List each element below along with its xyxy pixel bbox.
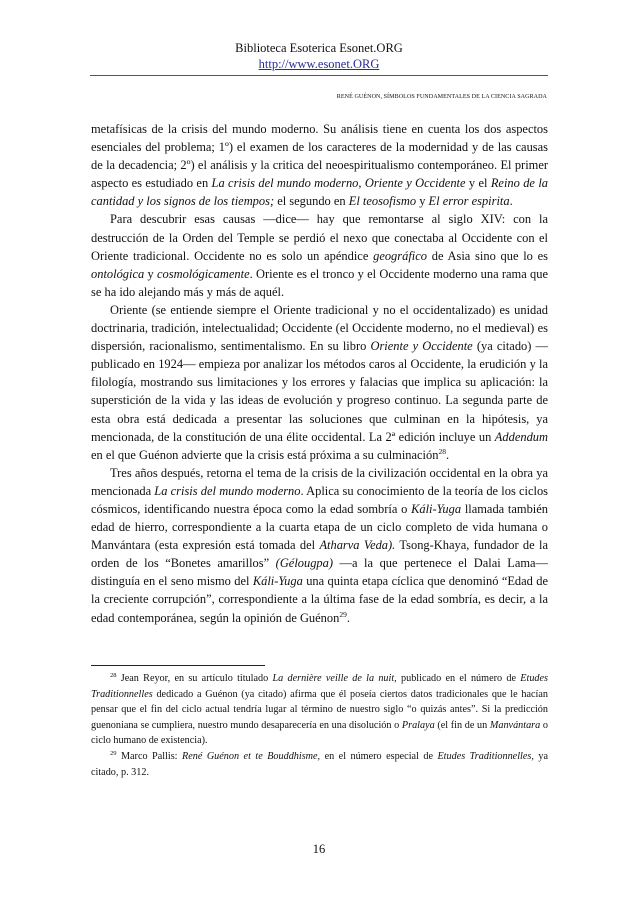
text-run: el segundo en <box>274 194 349 209</box>
emphasis: Káli-Yuga <box>411 501 462 516</box>
text-run: y <box>144 266 158 281</box>
book-title: Reino de la cantidad y los signos de los tiempos; <box>91 176 548 209</box>
text-run: —a la que pertenece el Dalai Lama— distinguía en el seno mismo del <box>91 556 548 589</box>
text-run: publicado en el número de <box>396 673 521 684</box>
text-run: llamada también edad de hierro, correspondiente a la cuarta etapa de un ciclo completo de vida humana o Manvántara (esta expresión está tomada del <box>91 501 548 553</box>
text-run: Jean Reyor, en su artículo titulado <box>116 673 273 684</box>
text-run: . <box>445 447 450 462</box>
emphasis: Pralaya <box>401 719 435 731</box>
text-run: y el <box>465 176 491 191</box>
text-run: Oriente (se entiende siempre el Oriente tradicional y no el occidentalizado) es unidad doctrinaria, tradición, intelectualidad; Occidente (el Occidente moderno, no el medieval) es dispersión, racionalismo, sentimentalismo. En su libro <box>91 302 548 354</box>
book-title: El error espirita <box>428 194 510 209</box>
text-run: (el fin de un <box>434 719 490 731</box>
book-title: El teosofismo <box>348 194 417 209</box>
footnote-number: 29 <box>110 749 117 757</box>
text-run: o ciclo humano de existencia). <box>91 719 549 747</box>
text-run: de Asia sino que lo es <box>426 248 549 263</box>
emphasis: Addendum <box>494 429 548 444</box>
text-run: en el que Guénon advierte que la crisis está próxima a su culminación <box>91 447 439 462</box>
text-run: Tsong-Khaya, fundador de la orden de los “Bonetes amarillos” <box>91 538 548 571</box>
text-run: . <box>509 194 513 209</box>
emphasis: geográfico <box>373 248 427 263</box>
book-title: La crisis del mundo moderno <box>154 483 301 498</box>
text-run: . <box>346 610 350 625</box>
text-run: Para descubrir esas causas —dice— hay que remontarse al siglo XIV: con la destrucción de la Orden del Temple se perdió el nexo que conectaba al Occidente con el Oriente tradicional. Occidente no es solo un apéndice <box>91 212 548 263</box>
site-name: Biblioteca Esoterica Esonet.ORG <box>235 41 403 55</box>
text-run: en el número especial de <box>320 750 438 762</box>
emphasis: ontológica <box>91 266 145 281</box>
text-run: metafísicas de la crisis del mundo moderno. Su análisis tiene en cuenta los dos aspectos esenciales del problema; 1º) el examen de los caracteres de la modernidad y de las causas de la decadencia; 2º) el análisis y la critica del neoespiritualismo contemporáneo. El primer aspecto es estudiado en <box>91 122 548 191</box>
text-run: . Oriente es el tronco y el Occidente moderno una rama que se ha ido alejando más y más de aquél. <box>91 266 549 299</box>
site-header <box>0 40 638 72</box>
paragraph-4 <box>91 464 548 627</box>
footnote-28 <box>91 671 548 749</box>
footnote-divider <box>91 665 265 666</box>
journal-title: Etudes Traditionnelles, <box>437 750 534 762</box>
footnotes <box>91 671 548 780</box>
emphasis: Káli-Yuga <box>252 574 303 589</box>
text-run: . Aplica su conocimiento de la teoría de los ciclos cósmicos, identificando nuestra época como la edad sombría o <box>91 483 548 516</box>
emphasis: cosmológicamente <box>157 266 250 281</box>
text-run: y <box>416 194 429 209</box>
book-title: Atharva Veda). <box>319 538 396 553</box>
footnote-ref-29[interactable]: 29 <box>339 609 347 619</box>
text-run: Marco Pallis: <box>116 750 182 762</box>
journal-title: Etudes Traditionnelles <box>91 673 548 700</box>
emphasis: Manvántara <box>489 719 541 731</box>
text-run: dedicado a Guénon (ya citado) afirma que él poseía ciertos datos tradicionales que le hacían pensar que el fin del ciclo actual tendría lugar al término de nuestro siglo “o quizás antes”. Si la predicción guenoniana se cumpliera, nuestro mundo desaparecería en una disolución o <box>91 688 548 731</box>
paragraph-2 <box>91 210 548 300</box>
header-divider <box>90 75 548 76</box>
footnote-number: 28 <box>110 672 117 679</box>
text-run: (ya citado) —publicado en 1924— empieza por analizar los métodos caros al Occidente, la erudición y la filología, mostrando sus limitaciones y los errores y falacias que implica su aplicación: la superstición de la vida y las ideas de evolución y progreso continuo. La segunda parte de esta obra está dedicada a presentar las soluciones que culminan en la hipótesis, ya mencionada, de la constitución de una élite occidental. La 2ª edición incluye un <box>91 339 548 444</box>
article-title: La dernière veille de la nuit, <box>272 673 397 684</box>
text-run: Tres años después, retorna el tema de la crisis de la civilización occidental en la obra ya mencionada <box>91 465 548 498</box>
paragraph-3 <box>91 301 548 464</box>
footnote-ref-28[interactable]: 28 <box>438 446 446 456</box>
text-run: ya citado, p. 312. <box>91 750 548 778</box>
body-text <box>91 120 548 627</box>
page-number: 16 <box>312 842 326 856</box>
site-url-link[interactable]: http://www.esonet.ORG <box>258 57 380 71</box>
running-head: RENÉ GUÉNON, SÍMBOLOS FUNDAMENTALES DE LA CIENCIA SAGRADA <box>336 94 547 100</box>
emphasis: (Gélougpa) <box>275 556 334 571</box>
footnote-29 <box>91 749 548 780</box>
book-title: Oriente y Occidente <box>370 339 473 354</box>
text-run: una quinta etapa cíclica que denominó “Edad de la creciente corrupción”, correspondiente a la última fase de la edad sombría, es decir, a la edad contemporánea, según la opinión de Guénon <box>91 574 548 625</box>
book-title: La crisis del mundo moderno, Oriente y Occidente <box>211 176 466 191</box>
paragraph-1 <box>91 120 548 210</box>
article-title: René Guénon et te Bouddhisme, <box>181 750 321 762</box>
